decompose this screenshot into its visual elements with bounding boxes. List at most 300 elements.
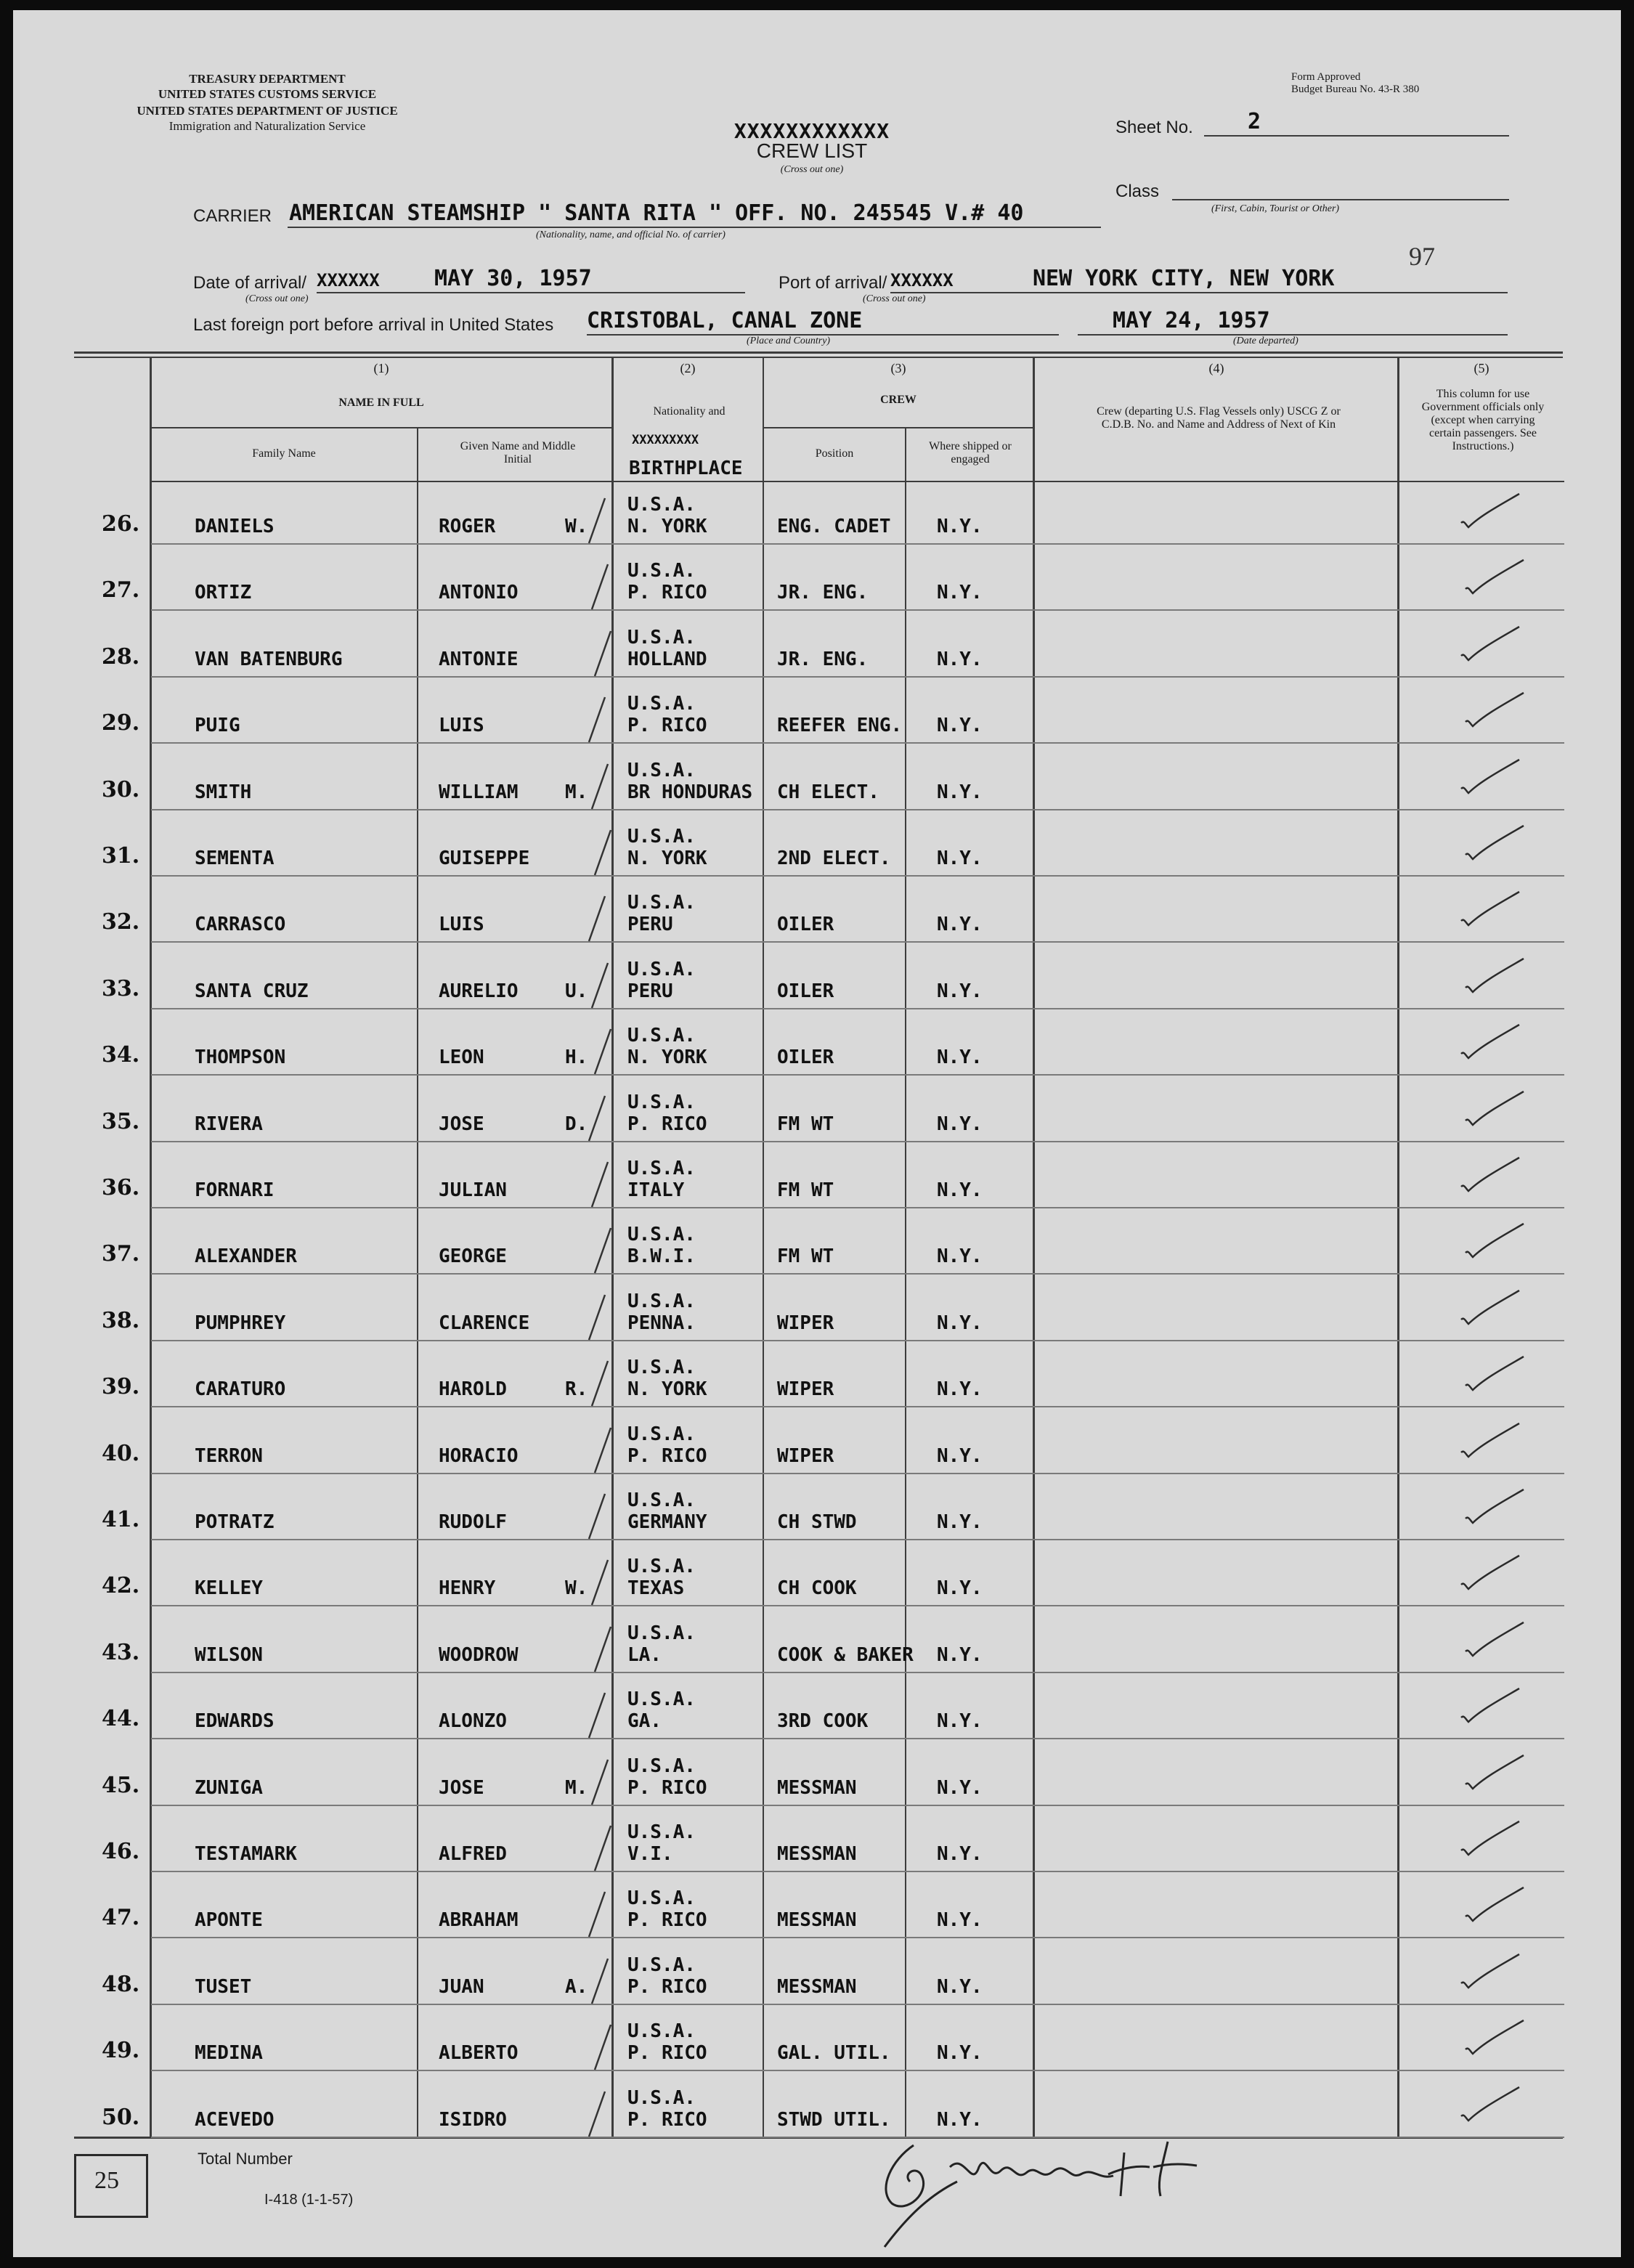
port-label: Port of arrival/ [779,273,887,293]
port-underline [890,292,1508,293]
agency-line: UNITED STATES DEPARTMENT OF JUSTICE [137,104,398,118]
check-mark-icon [583,1093,612,1144]
check-mark-icon [1458,889,1524,932]
col2-number: (2) [680,361,696,375]
where-shipped-cell: N.Y. [937,1577,983,1600]
carrier-value: AMERICAN STEAMSHIP " SANTA RITA " OFF. NO. 245545 V.# 40 [289,200,1024,226]
row-divider [151,941,1564,943]
given-name-cell: ANTONIO [439,582,519,604]
check-mark-icon [1463,1619,1528,1663]
middle-initial-cell: U. [565,980,588,1002]
given-name-cell: HENRY [439,1577,496,1600]
position-cell: MESSMAN [777,1975,857,1998]
position-cell: STWD UTIL. [777,2108,891,2131]
position-cell: CH COOK [777,1577,857,1600]
check-mark-icon [1458,2084,1524,2128]
birthplace-cell: N. YORK [627,848,707,869]
middle-initial-cell: D. [565,1113,588,1135]
page-number: 97 [1409,242,1435,271]
where-shipped-cell: N.Y. [937,1444,983,1467]
nationality-cell: U.S.A. [627,1887,696,1910]
middle-initial-cell: H. [565,1046,588,1069]
sheet-number: 2 [1248,109,1261,134]
position-cell: JR. ENG. [777,582,869,604]
nationality-cell: U.S.A. [627,2020,696,2043]
family-name-cell: DANIELS [195,516,275,537]
given-name-cell: WILLIAM [439,781,519,803]
check-mark-icon [1458,1022,1524,1065]
sheet-label: Sheet No. [1115,118,1193,137]
middle-initial-cell: M. [565,1776,588,1799]
given-name-cell: RUDOLF [439,1511,507,1533]
birthplace-cell: GA. [627,1710,662,1733]
header-split-name [151,427,611,428]
given-name-cell: HAROLD [439,1378,507,1401]
table-top-rule-2 [74,357,1563,358]
birthplace-cell: P. RICO [627,1975,707,1998]
where-shipped-cell: N.Y. [937,715,983,737]
total-number-value: 25 [94,2167,119,2194]
row-divider [151,1937,1564,1938]
nationality-header: Nationality and [653,405,725,418]
port-value: NEW YORK CITY, NEW YORK [1033,266,1335,291]
middle-initial-cell: W. [565,1577,588,1600]
middle-initial-cell: W. [565,516,588,537]
check-mark-icon [589,2022,618,2073]
given-name-cell: GEORGE [439,1245,507,1268]
check-mark-icon [1458,624,1524,667]
birthplace-cell: PERU [627,980,673,1002]
check-mark-icon [589,1225,618,1276]
family-name-cell: POTRATZ [195,1511,275,1533]
column-divider-family-given [417,428,418,2138]
given-name-cell: ROGER [439,516,496,537]
check-mark-icon [586,1956,615,2007]
family-name-cell: APONTE [195,1909,263,1932]
where-shipped-cell: N.Y. [937,1643,983,1666]
where-shipped-cell: N.Y. [937,1046,983,1069]
check-mark-icon [583,495,612,546]
check-mark-icon [586,1757,615,1808]
middle-initial-cell: M. [565,781,588,803]
check-mark-icon [1463,1752,1528,1796]
row-number: 40. [102,1440,140,1466]
row-divider [151,875,1564,877]
row-divider [151,1340,1564,1341]
where-shipped-cell: N.Y. [937,1975,983,1998]
given-name-cell: JULIAN [439,1179,507,1201]
given-name-cell: ANTONIE [439,648,519,670]
check-mark-icon [583,1491,612,1542]
family-name-cell: SEMENTA [195,848,275,869]
given-name-header: Given Name and Middle Initial [460,440,576,466]
family-name-cell: TESTAMARK [195,1843,297,1865]
row-number: 49. [102,2038,140,2064]
row-divider [151,1141,1564,1142]
given-name-cell: JOSE [439,1776,484,1799]
row-number: 50. [102,2104,140,2130]
signature [863,2123,1240,2254]
check-mark-icon [1458,1951,1524,1995]
carrier-note: (Nationality, name, and official No. of carrier) [536,229,725,240]
col1-number: (1) [373,361,389,375]
position-cell: WIPER [777,1444,834,1467]
row-divider [151,1473,1564,1474]
carrier-label: CARRIER [193,206,272,226]
nationality-cell: U.S.A. [627,826,696,848]
family-name-cell: ORTIZ [195,582,252,604]
row-number: 43. [102,1639,140,1665]
family-name-cell: VAN BATENBURG [195,648,343,670]
nationality-cell: U.S.A. [627,1622,696,1644]
family-name-cell: PUMPHREY [195,1312,286,1334]
nationality-cell: U.S.A. [627,759,696,781]
where-shipped-cell: N.Y. [937,781,983,803]
agency-line: TREASURY DEPARTMENT [189,72,346,86]
row-number: 31. [102,843,140,869]
check-mark-icon [586,1358,615,1409]
family-name-cell: CARRASCO [195,914,286,936]
check-mark-icon [1458,1288,1524,1331]
check-mark-icon [586,1557,615,1608]
where-shipped-cell: N.Y. [937,1710,983,1733]
row-number: 34. [102,1042,140,1068]
nationality-cell: U.S.A. [627,1158,696,1179]
family-name-cell: TERRON [195,1444,263,1467]
row-number: 30. [102,776,140,802]
given-name-cell: ISIDRO [439,2108,507,2131]
birthplace-cell: LA. [627,1643,662,1666]
position-cell: ENG. CADET [777,516,891,537]
nationality-cell: U.S.A. [627,560,696,582]
row-divider [151,2070,1564,2071]
row-number: 27. [102,577,140,603]
position-cell: REEFER ENG. [777,715,903,737]
nationality-cell: U.S.A. [627,1489,696,1511]
check-mark-icon [1458,1155,1524,1198]
check-mark-icon [586,561,615,612]
class-underline [1172,199,1509,200]
given-name-cell: ALONZO [439,1710,507,1733]
port-cross-note: (Cross out one) [863,293,926,304]
birthplace-cell: P. RICO [627,1444,707,1467]
position-cell: MESSMAN [777,1776,857,1799]
check-mark-icon [1458,1553,1524,1596]
check-mark-icon [586,761,615,812]
birthplace-cell: N. YORK [627,516,707,537]
class-label: Class [1115,182,1160,201]
date-struck: XXXXXX [317,270,380,290]
family-name-cell: TUSET [195,1975,252,1998]
birthplace-cell: PENNA. [627,1312,696,1334]
position-cell: FM WT [777,1113,834,1135]
nationality-cell: U.S.A. [627,1357,696,1379]
check-mark-icon [1458,491,1524,535]
position-cell: CH STWD [777,1511,857,1533]
check-mark-icon [589,1026,618,1077]
check-mark-icon [589,1823,618,1874]
birthplace-cell: ITALY [627,1179,685,1201]
birthplace-cell: N. YORK [627,1378,707,1401]
where-shipped-cell: N.Y. [937,516,983,537]
family-name-cell: PUIG [195,715,240,737]
row-divider [151,1008,1564,1009]
check-mark-icon [589,628,618,679]
check-mark-icon [589,1624,618,1675]
row-divider [151,1871,1564,1872]
given-name-cell: ALBERTO [439,2042,519,2065]
given-name-cell: HORACIO [439,1444,519,1467]
last-port-note: (Place and Country) [747,336,831,346]
check-mark-icon [1463,1885,1528,1928]
family-name-cell: ALEXANDER [195,1245,297,1268]
table-top-rule [74,351,1563,354]
given-name-cell: CLARENCE [439,1312,530,1334]
row-divider [151,543,1564,545]
where-shipped-cell: N.Y. [937,1378,983,1401]
date-value: MAY 30, 1957 [434,266,592,291]
where-shipped-cell: N.Y. [937,1843,983,1865]
row-number: 36. [102,1175,140,1200]
position-cell: WIPER [777,1378,834,1401]
given-name-cell: JUAN [439,1975,484,1998]
row-divider [151,742,1564,744]
row-divider [151,1672,1564,1673]
header-split-crew [764,427,1033,428]
nationality-cell: U.S.A. [627,1091,696,1113]
check-mark-icon [589,1425,618,1476]
nationality-struck: XXXXXXXXX [632,433,699,447]
given-name-cell: GUISEPPE [439,848,530,869]
family-name-cell: EDWARDS [195,1710,275,1733]
crew-list-document [13,10,1621,2257]
nationality-cell: U.S.A. [627,693,696,715]
birthplace-cell: TEXAS [627,1577,685,1600]
where-shipped-cell: N.Y. [937,1113,983,1135]
family-name-cell: SANTA CRUZ [195,980,309,1002]
row-divider [151,1738,1564,1739]
given-name-cell: LUIS [439,914,484,936]
where-shipped-cell: N.Y. [937,1312,983,1334]
government-use-header: This column for use Government officials only (except when carrying certain passengers. See Instructions.) [1421,388,1545,452]
birthplace-cell: GERMANY [627,1511,707,1533]
check-mark-icon [1458,1818,1524,1862]
struck-title: XXXXXXXXXXXX [733,119,890,143]
position-cell: CH ELECT. [777,781,879,803]
row-number: 35. [102,1108,140,1134]
row-number: 44. [102,1706,140,1732]
family-name-cell: ZUNIGA [195,1776,263,1799]
row-divider [151,609,1564,611]
date-underline [317,292,745,293]
position-cell: OILER [777,914,834,936]
given-name-cell: LEON [439,1046,484,1069]
row-number: 28. [102,643,140,670]
check-mark-icon [586,1159,615,1210]
family-name-cell: FORNARI [195,1179,275,1201]
birthplace-cell: P. RICO [627,715,707,737]
position-cell: JR. ENG. [777,648,869,670]
position-cell: COOK & BAKER [777,1643,914,1666]
row-divider [151,2137,1564,2138]
check-mark-icon [1463,1354,1528,1397]
nationality-cell: U.S.A. [627,494,696,516]
family-name-cell: MEDINA [195,2042,263,2065]
nationality-cell: U.S.A. [627,626,696,649]
col5-number: (5) [1474,361,1489,375]
given-name-cell: LUIS [439,715,484,737]
check-mark-icon [583,1292,612,1343]
nationality-cell: U.S.A. [627,1290,696,1312]
position-cell: 3RD COOK [777,1710,869,1733]
row-number: 45. [102,1772,140,1798]
nationality-cell: U.S.A. [627,1025,696,1047]
family-name-cell: ACEVEDO [195,2108,275,2131]
row-divider [151,809,1564,810]
agency-line: Immigration and Naturalization Service [168,119,366,133]
check-mark-icon [583,893,612,944]
nationality-cell: U.S.A. [627,1556,696,1578]
row-number: 39. [102,1374,140,1400]
budget-bureau-text: Budget Bureau No. 43-R 380 [1291,84,1420,95]
where-shipped-header: Where shipped or engaged [929,440,1012,466]
departed-value: MAY 24, 1957 [1113,308,1270,333]
where-shipped-cell: N.Y. [937,980,983,1002]
birthplace-cell: P. RICO [627,582,707,604]
birthplace-cell: P. RICO [627,2108,707,2131]
nationality-cell: U.S.A. [627,1755,696,1777]
carrier-underline [288,227,1101,228]
check-mark-icon [1463,690,1528,733]
check-mark-icon [1463,557,1528,601]
check-mark-icon [1463,823,1528,866]
where-shipped-cell: N.Y. [937,1511,983,1533]
row-number: 46. [102,1839,140,1864]
birthplace-cell: P. RICO [627,1776,707,1799]
last-port-label: Last foreign port before arrival in United States [193,315,554,335]
family-name-cell: SMITH [195,781,252,803]
sheet-underline [1204,135,1509,137]
position-cell: 2ND ELECT. [777,848,891,869]
position-header: Position [815,447,854,460]
check-mark-icon [589,827,618,878]
family-name-cell: KELLEY [195,1577,263,1600]
given-name-cell: ALFRED [439,1843,507,1865]
given-name-cell: JOSE [439,1113,484,1135]
check-mark-icon [1463,2017,1528,2061]
class-note: (First, Cabin, Tourist or Other) [1211,203,1340,214]
row-number: 26. [102,511,140,537]
position-cell: GAL. UTIL. [777,2042,891,2065]
row-number: 42. [102,1573,140,1599]
nationality-cell: U.S.A. [627,1954,696,1976]
row-divider [151,1406,1564,1407]
birthplace-cell: BR HONDURAS [627,781,753,803]
col3-number: (3) [890,361,906,375]
birthplace-cell: PERU [627,914,673,936]
row-number: 32. [102,909,140,935]
where-shipped-cell: N.Y. [937,1245,983,1268]
check-mark-icon [583,1889,612,1940]
position-cell: OILER [777,980,834,1002]
row-divider [151,1605,1564,1606]
birthplace-cell: P. RICO [627,1113,707,1135]
where-shipped-cell: N.Y. [937,848,983,869]
nationality-cell: U.S.A. [627,1688,696,1711]
date-label: Date of arrival/ [193,273,307,293]
where-shipped-cell: N.Y. [937,648,983,670]
check-mark-icon [1463,1221,1528,1264]
middle-initial-cell: R. [565,1378,588,1401]
birthplace-cell: P. RICO [627,1909,707,1932]
check-mark-icon [583,1690,612,1741]
birthplace-cell: B.W.I. [627,1245,696,1268]
row-number: 38. [102,1307,140,1333]
position-cell: MESSMAN [777,1909,857,1932]
title-note: (Cross out one) [780,164,844,175]
check-mark-icon [586,960,615,1011]
row-divider [151,1273,1564,1275]
row-number: 33. [102,975,140,1001]
form-approved-text: Form Approved [1291,71,1361,83]
nationality-cell: U.S.A. [627,1821,696,1843]
form-approval [1291,71,1419,96]
position-cell: MESSMAN [777,1843,857,1865]
given-name-cell: ABRAHAM [439,1909,519,1932]
family-name-cell: CARATURO [195,1378,286,1401]
nationality-cell: U.S.A. [627,2086,696,2109]
family-name-cell: THOMPSON [195,1046,286,1069]
position-cell: FM WT [777,1179,834,1201]
check-mark-icon [1463,956,1528,999]
date-cross-note: (Cross out one) [245,293,309,304]
col4-number: (4) [1208,361,1224,375]
position-cell: FM WT [777,1245,834,1268]
check-mark-icon [1463,1089,1528,1132]
birthplace-cell: P. RICO [627,2042,707,2065]
where-shipped-cell: N.Y. [937,2042,983,2065]
where-shipped-cell: N.Y. [937,1776,983,1799]
last-port-value: CRISTOBAL, CANAL ZONE [587,308,863,333]
where-shipped-cell: N.Y. [937,582,983,604]
row-number: 29. [102,710,140,736]
row-number: 47. [102,1905,140,1931]
agency-line: UNITED STATES CUSTOMS SERVICE [158,87,377,101]
total-number-label: Total Number [198,2150,293,2168]
given-name-cell: AURELIO [439,980,519,1002]
nationality-cell: U.S.A. [627,958,696,980]
nationality-cell: U.S.A. [627,1224,696,1246]
row-divider [151,1074,1564,1076]
check-mark-icon [1458,1686,1524,1729]
check-mark-icon [583,694,612,745]
next-of-kin-header: Crew (departing U.S. Flag Vessels only) USCG Z or C.D.B. No. and Name and Address of Next of Kin [1097,405,1341,431]
row-number: 41. [102,1507,140,1532]
row-divider [151,1207,1564,1208]
where-shipped-cell: N.Y. [937,914,983,936]
check-mark-icon [583,2089,612,2139]
check-mark-icon [1463,1487,1528,1530]
where-shipped-cell: N.Y. [937,1179,983,1201]
row-divider [151,2004,1564,2005]
document-title: CREW LIST [756,139,868,162]
agency-block [122,71,412,102]
row-number: 37. [102,1241,140,1267]
nationality-cell: U.S.A. [627,892,696,914]
header-bottom-rule [151,481,1564,482]
column-divider-position-where [905,428,906,2138]
birthplace-cell: HOLLAND [627,648,707,670]
